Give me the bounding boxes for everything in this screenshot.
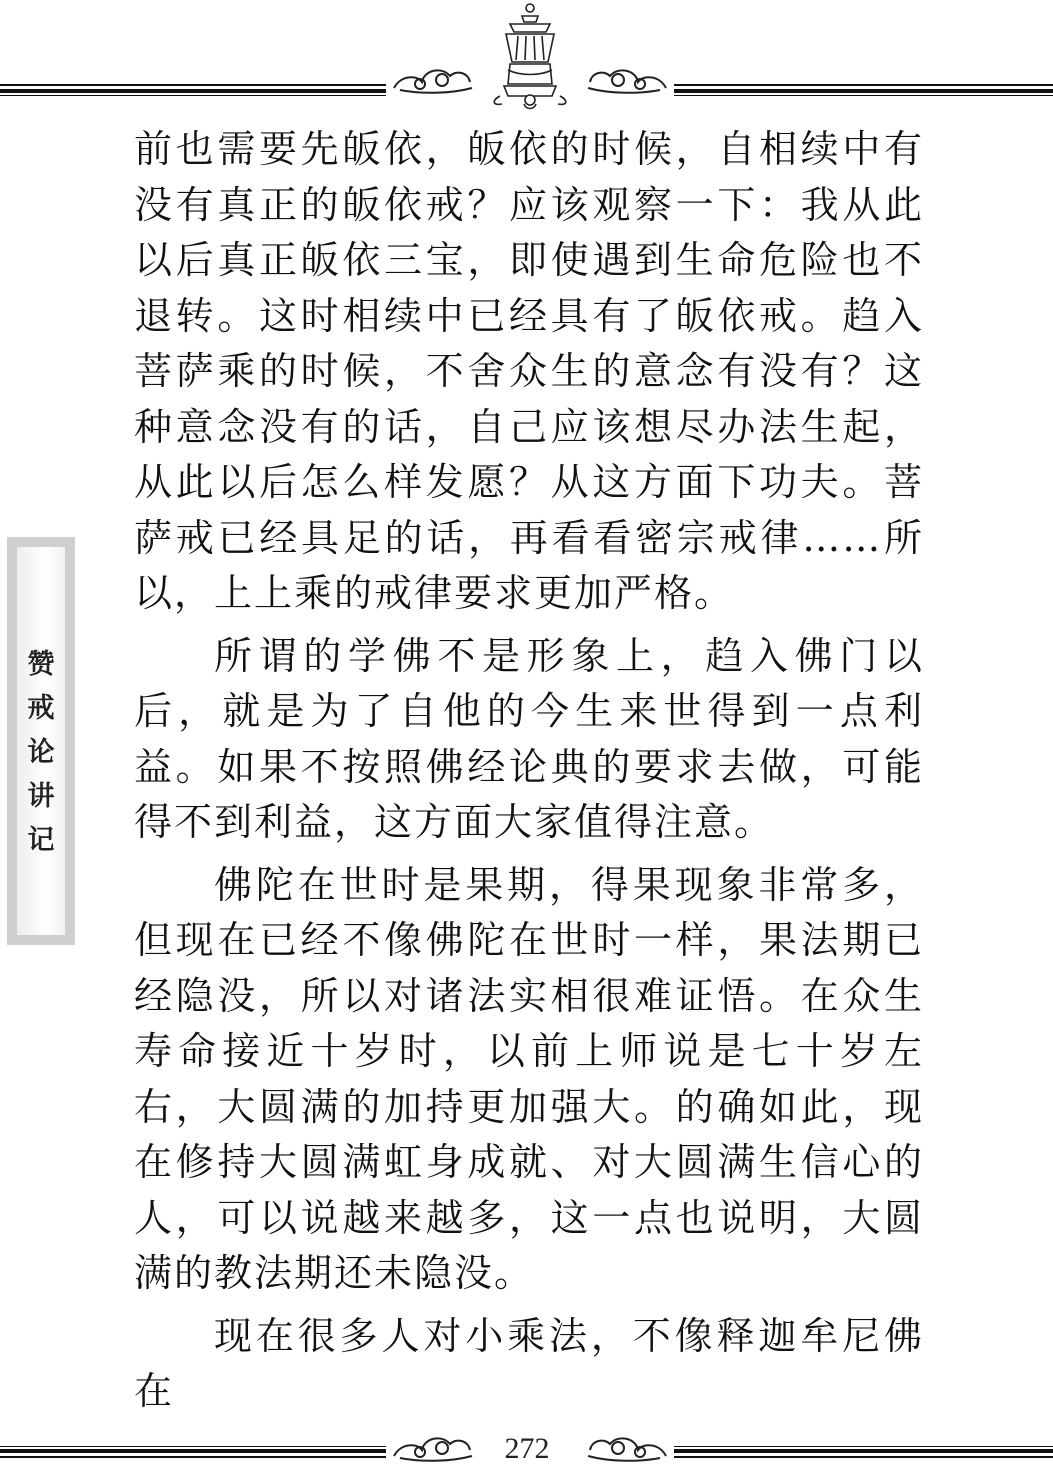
paragraph: 现在很多人对小乘法，不像释迦牟尼佛在	[134, 1313, 924, 1413]
book-title-char: 戒	[27, 693, 55, 724]
paragraph: 前也需要先皈依，皈依的时候，自相续中有没有真正的皈依戒？应该观察一下：我从此以后真正皈依三宝，即使遇到生命危险也不退转。这时相续中已经具有了皈依戒。趋入菩萨乘的时候，不舍众生的意念有没有？这种意念没有的话，自己应该想尽办法生起，从此以后怎么样发愿？从这方面下功夫。菩萨戒已经具足的话，再看看密宗戒律……所以，上上乘的戒律要求更加严格。	[134, 127, 924, 615]
book-title-vertical	[17, 643, 65, 863]
page-body	[134, 122, 924, 1420]
paragraph: 佛陀在世时是果期，得果现象非常多，但现在已经不像佛陀在世时一样，果法期已经隐没，所以对诸法实相很难证悟。在众生寿命接近十岁时，以前上师说是七十岁左右，大圆满的加持更加强大。的确如此，现在修持大圆满虹身成就、对大圆满生信心的人，可以说越来越多，这一点也说明，大圆满的教法期还未隐没。	[134, 862, 924, 1295]
paragraph: 所谓的学佛不是形象上，趋入佛门以后，就是为了自他的今生来世得到一点利益。如果不按照佛经论典的要求去做，可能得不到利益，这方面大家值得注意。	[134, 633, 924, 844]
victory-banner-icon	[380, 0, 680, 112]
book-title-tab-panel	[17, 547, 65, 935]
book-title-char: 记	[27, 825, 55, 856]
book-title-tab	[7, 537, 75, 945]
book-title-char: 赞	[27, 649, 55, 680]
book-title-char: 论	[27, 737, 55, 768]
page-number: 272	[477, 1429, 577, 1469]
book-title-char: 讲	[27, 781, 55, 812]
